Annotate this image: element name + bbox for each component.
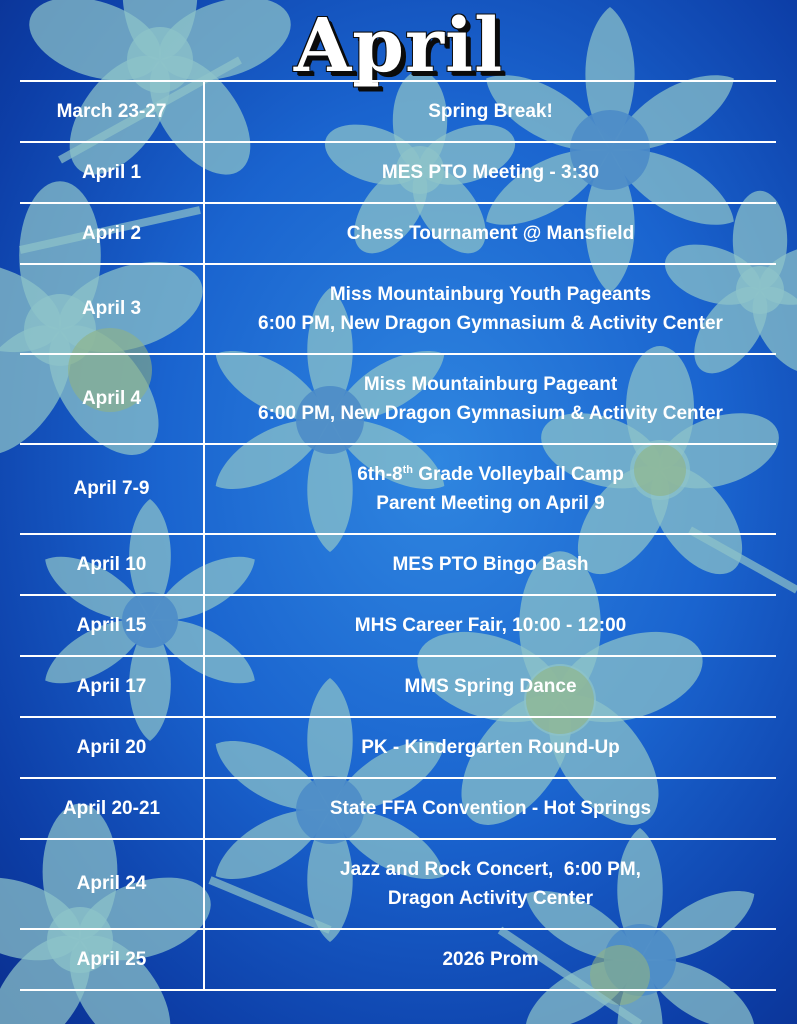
event-title: Spring Break! xyxy=(428,101,553,122)
event-details: 6:00 PM, New Dragon Gymnasium & Activity Center xyxy=(258,313,723,334)
table-row xyxy=(20,840,776,930)
event-title: MMS Spring Dance xyxy=(404,676,577,697)
event-date: April 17 xyxy=(20,657,205,716)
event-date: April 24 xyxy=(20,840,205,928)
event-date: April 10 xyxy=(20,535,205,594)
event-description xyxy=(205,535,776,594)
event-description xyxy=(205,840,776,928)
table-row xyxy=(20,930,776,991)
event-date: April 25 xyxy=(20,930,205,989)
event-date: April 1 xyxy=(20,143,205,202)
event-title: MES PTO Bingo Bash xyxy=(392,554,589,575)
event-schedule-table xyxy=(20,80,776,991)
event-date: March 23-27 xyxy=(20,82,205,141)
event-details: Dragon Activity Center xyxy=(387,888,594,909)
table-row xyxy=(20,657,776,718)
event-description xyxy=(205,718,776,777)
event-title: MES PTO Meeting - 3:30 xyxy=(381,162,600,183)
event-title: Chess Tournament @ Mansfield xyxy=(346,223,635,244)
event-description xyxy=(205,265,776,353)
table-row xyxy=(20,535,776,596)
event-date: April 4 xyxy=(20,355,205,443)
event-title xyxy=(357,460,624,489)
event-title: Jazz and Rock Concert, 6:00 PM, xyxy=(340,859,641,880)
event-date: April 2 xyxy=(20,204,205,263)
event-details: 6:00 PM, New Dragon Gymnasium & Activity Center xyxy=(258,403,723,424)
event-title: MHS Career Fair, 10:00 - 12:00 xyxy=(354,615,627,636)
event-description xyxy=(205,204,776,263)
table-row xyxy=(20,82,776,143)
event-title: PK - Kindergarten Round-Up xyxy=(361,737,620,758)
ordinal-suffix: th xyxy=(402,464,413,476)
event-date: April 20 xyxy=(20,718,205,777)
event-title-rest: Grade Volleyball Camp xyxy=(412,464,624,485)
table-row xyxy=(20,718,776,779)
event-title: Miss Mountainburg Youth Pageants xyxy=(329,284,652,305)
event-description xyxy=(205,143,776,202)
event-title: 2026 Prom xyxy=(442,949,539,970)
event-title-prefix: 6th-8 xyxy=(357,464,403,485)
event-date: April 7-9 xyxy=(20,445,205,533)
event-description xyxy=(205,930,776,989)
table-row xyxy=(20,355,776,445)
table-row xyxy=(20,265,776,355)
event-date: April 15 xyxy=(20,596,205,655)
event-date: April 20-21 xyxy=(20,779,205,838)
table-row xyxy=(20,596,776,657)
table-row xyxy=(20,204,776,265)
event-description xyxy=(205,596,776,655)
event-date: April 3 xyxy=(20,265,205,353)
event-description xyxy=(205,445,776,533)
event-title: State FFA Convention - Hot Springs xyxy=(329,798,652,819)
table-row xyxy=(20,143,776,204)
event-details: Parent Meeting on April 9 xyxy=(376,493,605,514)
table-row xyxy=(20,445,776,535)
event-description xyxy=(205,82,776,141)
table-row xyxy=(20,779,776,840)
page-title: April xyxy=(293,3,504,89)
event-description xyxy=(205,657,776,716)
event-title: Miss Mountainburg Pageant xyxy=(363,374,618,395)
event-description xyxy=(205,779,776,838)
event-description xyxy=(205,355,776,443)
